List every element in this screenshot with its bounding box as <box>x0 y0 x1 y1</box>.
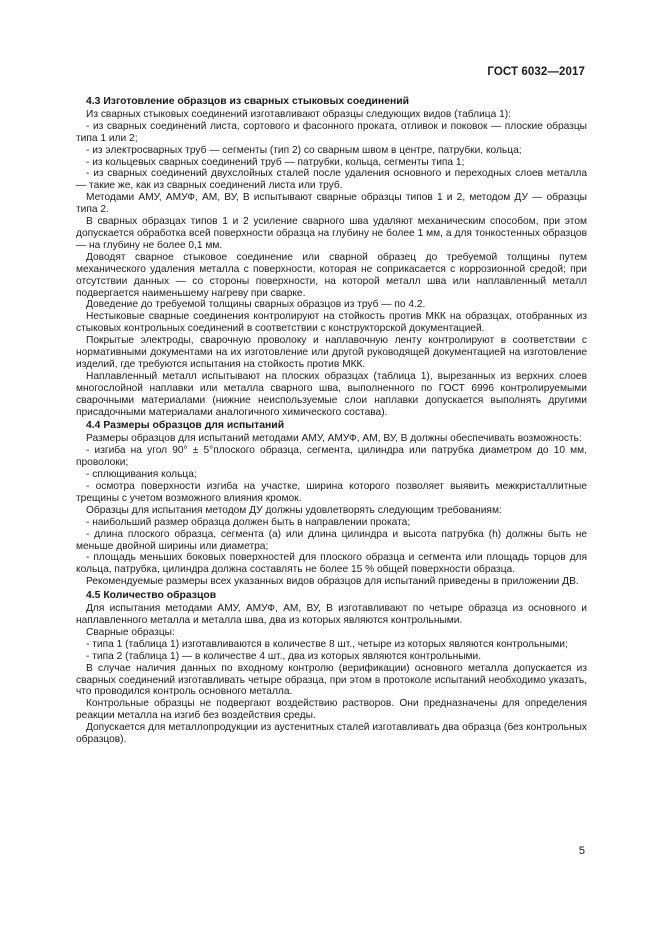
paragraph: - наибольший размер образца должен быть в направлении проката; <box>86 516 411 528</box>
paragraph: В сварных образцах типов 1 и 2 усиление сварного шва удаляют механическим способом, при этом допускается обработка всей поверхности образца на глубину не более 1 мм, а для тонкостенных образцов — на глубину не более 0,1 мм. <box>76 216 587 251</box>
paragraph: - осмотра поверхности изгиба на участке, ширина которого позволяет выявить межкристаллитные трещины с учетом возможного влияния кромок. <box>76 481 587 504</box>
paragraph: Из сварных стыковых соединений изготавливают образцы следующих видов (таблица 1): <box>86 108 512 120</box>
paragraph: Для испытания методами АМУ, АМУФ, АМ, ВУ, В изготавливают по четыре образца из основного и наплавленного металла и металла шва, два из которых являются контрольными. <box>76 603 587 626</box>
paragraph: Рекомендуемые размеры всех указанных видов образцов для испытаний приведены в приложении ДВ. <box>86 576 579 588</box>
paragraph: - из сварных соединений двухслойных сталей после удаления основного и переходных слоев металла — такие же, как из сварных соединений листа или труб. <box>76 168 587 192</box>
paragraph: - типа 1 (таблица 1) изготавливаются в количестве 8 шт., четыре из которых являются контрольными; <box>86 638 568 650</box>
paragraph: Доведение до требуемой толщины сварных образцов из труб — по 4.2. <box>86 299 426 311</box>
paragraph: Контрольные образцы не подвергают воздействию растворов. Они предназначены для определения реакции металла на изгиб без воздействия среды. <box>76 698 587 722</box>
paragraph: - сплющивания кольца; <box>86 469 197 481</box>
paragraph: Сварные образцы: <box>86 626 175 638</box>
paragraph: Доводят сварное стыковое соединение или сварной образец до требуемой толщины путем механического удаления металла с поверхности, которая не соприкасается с коррозионной средой; при отсутствии данных — со стороны поверхности, на которой металл шва или наплавленный металл подвергается наименьшему нагреву при сварке. <box>76 251 587 299</box>
paragraph: - длина плоского образца, сегмента (a) или длина цилиндра и высота патрубка (h) должны быть не меньше двойной ширины или диаметра; <box>76 528 587 552</box>
paragraph: - площадь меньших боковых поверхностей для плоского образца и сегмента или площадь торцов для кольца, патрубка, цилиндра должна составлять не более 15 % общей поверхности образца. <box>76 552 587 576</box>
paragraph: - из электросварных труб — сегменты (тип 2) со сварным швом в центре, патрубки, кольца; <box>86 144 522 156</box>
section-heading: 4.3 Изготовление образцов из сварных стыковых соединений <box>86 96 410 107</box>
paragraph: Методами АМУ, АМУФ, АМ, ВУ, В испытывают сварные образцы типов 1 и 2, методом ДУ — образцы типа 2. <box>76 192 587 216</box>
document-header: ГОСТ 6032—2017 <box>487 66 585 78</box>
paragraph: - типа 2 (таблица 1) — в количестве 4 шт., два из которых являются контрольными. <box>86 650 482 662</box>
paragraph: Нестыковые сварные соединения контролируют на стойкость против МКК на образцах, отобранных из стыковых контрольных соединений в соответствии с конструкторской документацией. <box>76 311 587 335</box>
page-number: 5 <box>578 845 585 857</box>
paragraph: В случае наличия данных по входному контролю (верификации) основного металла допускается из сварных соединений изготавливать четыре образца, при этом в протоколе испытаний необходимо указать, что проводился контроль основного металла. <box>76 662 587 698</box>
document-body <box>76 94 587 746</box>
paragraph: - из кольцевых сварных соединений труб — патрубки, кольца, сегменты типа 1; <box>86 156 465 168</box>
paragraph: - из сварных соединений листа, сортового и фасонного проката, отливок и поковок — плоские образцы типа 1 или 2; <box>76 120 587 144</box>
paragraph: Образцы для испытания методом ДУ должны удовлетворять следующим требованиям: <box>86 504 502 516</box>
section-heading: 4.4 Размеры образцов для испытаний <box>86 420 285 432</box>
paragraph: Размеры образцов для испытаний методами АМУ, АМУФ, АМ, ВУ, В должны обеспечивать возможность: <box>86 433 582 445</box>
paragraph: Покрытые электроды, сварочную проволоку и наплавочную ленту контролируют в соответствии с нормативными документами на их изготовление или другой руководящей документацией на изготовление изделий, где требуются испытания на стойкость против МКК. <box>76 335 587 370</box>
paragraph: - изгиба на угол 90° ± 5°плоского образца, сегмента, цилиндра или патрубка диаметром до 10 мм, проволоки; <box>76 445 587 469</box>
section-heading: 4.5 Количество образцов <box>86 590 217 602</box>
paragraph: Допускается для металлопродукции из аустенитных сталей изготавливать два образца (без контрольных образцов). <box>76 722 587 746</box>
paragraph: Наплавленный металл испытывают на плоских образцах (таблица 1), вырезанных из верхних слоев многослойной наплавки или металла сварного шва, выполненного по ГОСТ 6996 контролируемыми сварочными материалами (нижние неиспользуемые слои наплавки допускается выполнять другими присадочными материалами аналогичного химического состава). <box>76 370 587 418</box>
